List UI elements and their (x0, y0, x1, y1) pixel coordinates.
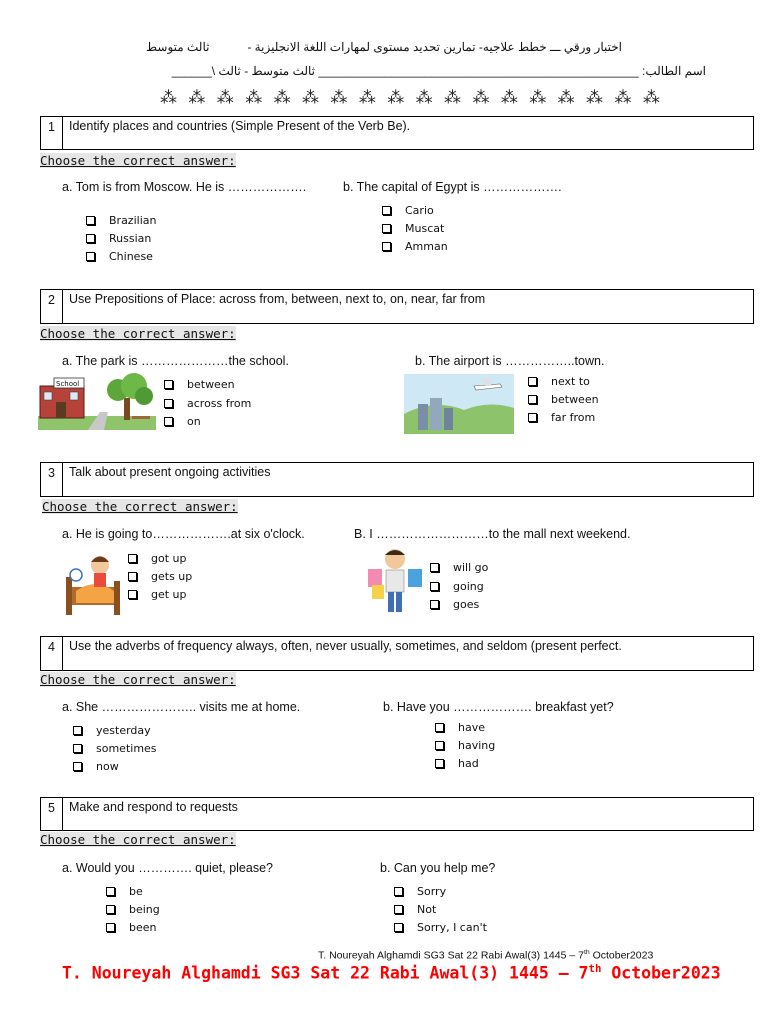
checkbox-icon[interactable] (128, 554, 137, 563)
option-5a-2[interactable]: being (106, 903, 160, 916)
option-2a-3[interactable]: on (164, 415, 201, 428)
instruction: Choose the correct answer: (42, 499, 238, 514)
checkbox-icon[interactable] (430, 563, 439, 572)
option-4a-2[interactable]: sometimes (73, 742, 157, 755)
header-title: اختبار ورقي ـــ خطط علاجيه- تمارين تحديد مستوى لمهارات اللغة الانجليزية - (247, 40, 622, 54)
option-2b-2[interactable]: between (528, 393, 599, 406)
section-4-box (40, 636, 754, 671)
town-airport-illustration (404, 374, 514, 434)
option-2a-2[interactable]: across from (164, 397, 251, 410)
section-title: Identify places and countries (Simple Present of the Verb Be). (69, 119, 411, 133)
checkbox-icon[interactable] (106, 923, 115, 932)
option-3b-1[interactable]: will go (430, 561, 488, 574)
star-divider: ⁂ ⁂ ⁂ ⁂ ⁂ ⁂ ⁂ ⁂ ⁂ ⁂ ⁂ ⁂ ⁂ ⁂ ⁂ ⁂ ⁂ ⁂ (160, 88, 663, 108)
option-5b-2[interactable]: Not (394, 903, 436, 916)
option-4a-1[interactable]: yesterday (73, 724, 151, 737)
section-title: Use Prepositions of Place: across from, between, next to, on, near, far from (69, 292, 486, 306)
option-2b-3[interactable]: far from (528, 411, 595, 424)
question-1b: b. The capital of Egypt is ………………. (343, 180, 562, 194)
checkbox-icon[interactable] (164, 417, 173, 426)
instruction: Choose the correct answer: (40, 832, 236, 847)
option-5b-1[interactable]: Sorry (394, 885, 446, 898)
option-1b-3[interactable]: Amman (382, 240, 448, 253)
question-5a: a. Would you …………. quiet, please? (62, 861, 273, 875)
checkbox-icon[interactable] (394, 887, 403, 896)
option-1a-1[interactable]: Brazilian (86, 214, 156, 227)
question-3b: B. I ………………………to the mall next weekend. (354, 527, 631, 541)
instruction: Choose the correct answer: (40, 326, 236, 341)
question-4a: a. She ………………….. visits me at home. (62, 700, 301, 714)
checkbox-icon[interactable] (128, 590, 137, 599)
option-4b-2[interactable]: having (435, 739, 495, 752)
checkbox-icon[interactable] (86, 252, 95, 261)
checkbox-icon[interactable] (528, 395, 537, 404)
question-4b: b. Have you ………………. breakfast yet? (383, 700, 614, 714)
option-1a-2[interactable]: Russian (86, 232, 151, 245)
school-park-illustration (38, 372, 156, 430)
question-1a: a. Tom is from Moscow. He is ………………. (62, 180, 307, 194)
section-title: Use the adverbs of frequency always, often, never usually, sometimes, and seldom (present perfect. (69, 639, 622, 653)
checkbox-icon[interactable] (382, 242, 391, 251)
section-3-box (40, 462, 754, 497)
option-5b-3[interactable]: Sorry, I can't (394, 921, 487, 934)
checkbox-icon[interactable] (164, 399, 173, 408)
checkbox-icon[interactable] (430, 600, 439, 609)
option-3a-3[interactable]: get up (128, 588, 187, 601)
section-title: Talk about present ongoing activities (69, 465, 271, 479)
checkbox-icon[interactable] (394, 905, 403, 914)
footer-small-text: T. Noureyah Alghamdi SG3 Sat 22 Rabi Awal(3) 1445 – 7th October2023 (318, 949, 654, 962)
checkbox-icon[interactable] (86, 234, 95, 243)
checkbox-icon[interactable] (528, 377, 537, 386)
question-3a: a. He is going to……………….at six o'clock. (62, 527, 305, 541)
option-5a-3[interactable]: been (106, 921, 157, 934)
checkbox-icon[interactable] (435, 759, 444, 768)
instruction: Choose the correct answer: (40, 672, 236, 687)
checkbox-icon[interactable] (382, 206, 391, 215)
checkbox-icon[interactable] (73, 762, 82, 771)
question-2a: a. The park is …………………the school. (62, 354, 289, 368)
option-1b-2[interactable]: Muscat (382, 222, 444, 235)
checkbox-icon[interactable] (86, 216, 95, 225)
checkbox-icon[interactable] (106, 905, 115, 914)
option-3a-1[interactable]: got up (128, 552, 186, 565)
option-3b-2[interactable]: going (430, 580, 484, 593)
option-4b-1[interactable]: have (435, 721, 485, 734)
section-number: 4 (41, 637, 63, 670)
instruction: Choose the correct answer: (40, 153, 236, 168)
option-1a-3[interactable]: Chinese (86, 250, 153, 263)
option-1b-1[interactable]: Cario (382, 204, 434, 217)
checkbox-icon[interactable] (382, 224, 391, 233)
question-5b: b. Can you help me? (380, 861, 496, 875)
section-title: Make and respond to requests (69, 800, 238, 814)
school-sign-label: School (56, 380, 80, 388)
checkbox-icon[interactable] (164, 380, 173, 389)
footer-red-text: T. Noureyah Alghamdi SG3 Sat 22 Rabi Awal(3) 1445 – 7th October2023 (62, 962, 721, 983)
option-4b-3[interactable]: had (435, 757, 479, 770)
checkbox-icon[interactable] (106, 887, 115, 896)
checkbox-icon[interactable] (73, 744, 82, 753)
checkbox-icon[interactable] (394, 923, 403, 932)
section-number: 1 (41, 117, 63, 149)
section-5-box (40, 797, 754, 831)
option-3b-3[interactable]: goes (430, 598, 479, 611)
waking-up-illustration (62, 547, 124, 617)
checkbox-icon[interactable] (435, 741, 444, 750)
option-4a-3[interactable]: now (73, 760, 119, 773)
checkbox-icon[interactable] (435, 723, 444, 732)
shopping-boy-illustration (364, 545, 426, 617)
checkbox-icon[interactable] (128, 572, 137, 581)
header-grade: ثالث متوسط (146, 40, 210, 54)
checkbox-icon[interactable] (73, 726, 82, 735)
option-2b-1[interactable]: next to (528, 375, 590, 388)
section-number: 3 (41, 463, 63, 496)
question-2b: b. The airport is ……………..town. (415, 354, 605, 368)
option-3a-2[interactable]: gets up (128, 570, 192, 583)
section-number: 2 (41, 290, 63, 323)
section-2-box (40, 289, 754, 324)
checkbox-icon[interactable] (430, 582, 439, 591)
section-number: 5 (41, 798, 63, 830)
option-2a-1[interactable]: between (164, 378, 235, 391)
option-5a-1[interactable]: be (106, 885, 143, 898)
student-name-line: اسم الطالب: ________________________________________________ ثالث متوسط - ثالث \______ (171, 64, 706, 78)
checkbox-icon[interactable] (528, 413, 537, 422)
section-1-box (40, 116, 754, 150)
